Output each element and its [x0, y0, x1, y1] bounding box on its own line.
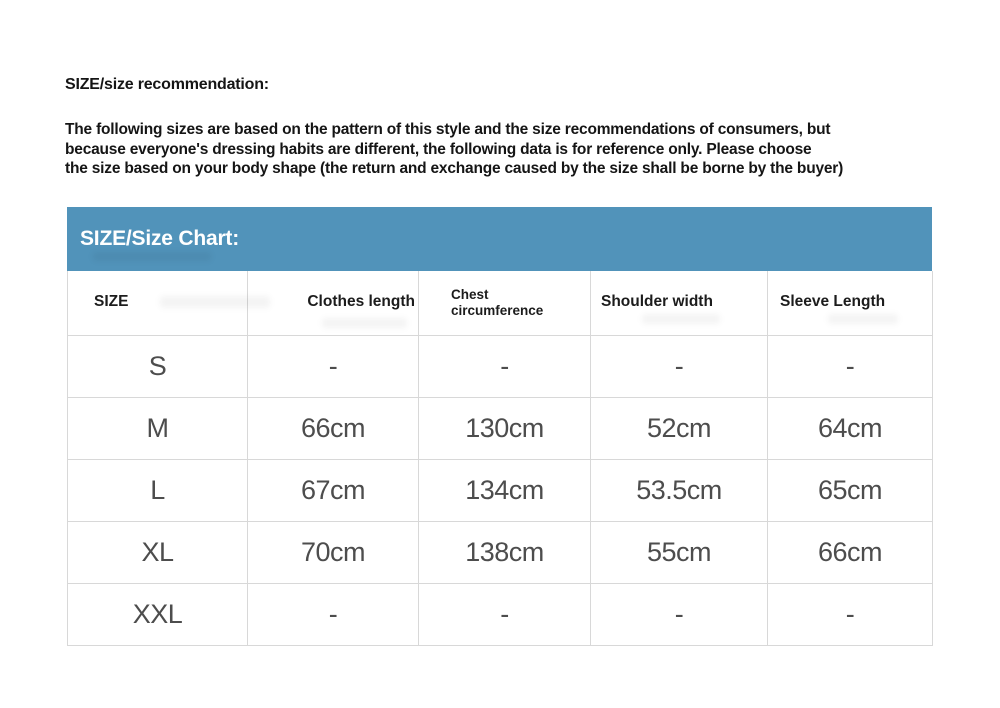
size-table — [67, 271, 933, 646]
description-line: The following sizes are based on the pattern of this style and the size recommendations of consumers, but — [65, 121, 831, 138]
size-chart-section — [67, 207, 932, 646]
value-cell: 53.5cm — [591, 459, 768, 521]
page-title: SIZE/size recommendation: — [65, 76, 269, 93]
value-cell: - — [591, 583, 768, 645]
size-chart-title: SIZE/Size Chart: — [80, 227, 239, 250]
size-description — [65, 120, 945, 179]
description-line: because everyone's dressing habits are different, the following data is for reference only. Please choose — [65, 140, 812, 158]
value-cell: - — [248, 583, 419, 645]
value-cell: 55cm — [591, 521, 768, 583]
header-size: SIZE — [68, 271, 248, 335]
value-cell: - — [419, 335, 591, 397]
value-cell: 138cm — [419, 521, 591, 583]
size-cell: XXL — [68, 583, 248, 645]
table-row — [68, 459, 933, 521]
description-line: the size based on your body shape (the return and exchange caused by the size shall be borne by the buyer) — [65, 160, 844, 177]
value-cell: - — [768, 583, 933, 645]
table-row — [68, 335, 933, 397]
header-row — [68, 271, 933, 335]
value-cell: 134cm — [419, 459, 591, 521]
size-cell: XL — [68, 521, 248, 583]
value-cell: 66cm — [248, 397, 419, 459]
header-clothes-length: Clothes length — [248, 271, 419, 335]
size-cell: M — [68, 397, 248, 459]
header-chest-circumference: Chest circumference — [419, 271, 591, 335]
value-cell: 130cm — [419, 397, 591, 459]
value-cell: 64cm — [768, 397, 933, 459]
value-cell: 66cm — [768, 521, 933, 583]
size-chart-title-bar — [67, 207, 932, 271]
value-cell: - — [768, 335, 933, 397]
size-cell: S — [68, 335, 248, 397]
value-cell: - — [419, 583, 591, 645]
value-cell: - — [248, 335, 419, 397]
table-row — [68, 521, 933, 583]
value-cell: - — [591, 335, 768, 397]
value-cell: 52cm — [591, 397, 768, 459]
header-sleeve-length: Sleeve Length — [768, 271, 933, 335]
value-cell: 65cm — [768, 459, 933, 521]
table-row — [68, 583, 933, 645]
header-shoulder-width: Shoulder width — [591, 271, 768, 335]
value-cell: 70cm — [248, 521, 419, 583]
size-cell: L — [68, 459, 248, 521]
table-row — [68, 397, 933, 459]
value-cell: 67cm — [248, 459, 419, 521]
